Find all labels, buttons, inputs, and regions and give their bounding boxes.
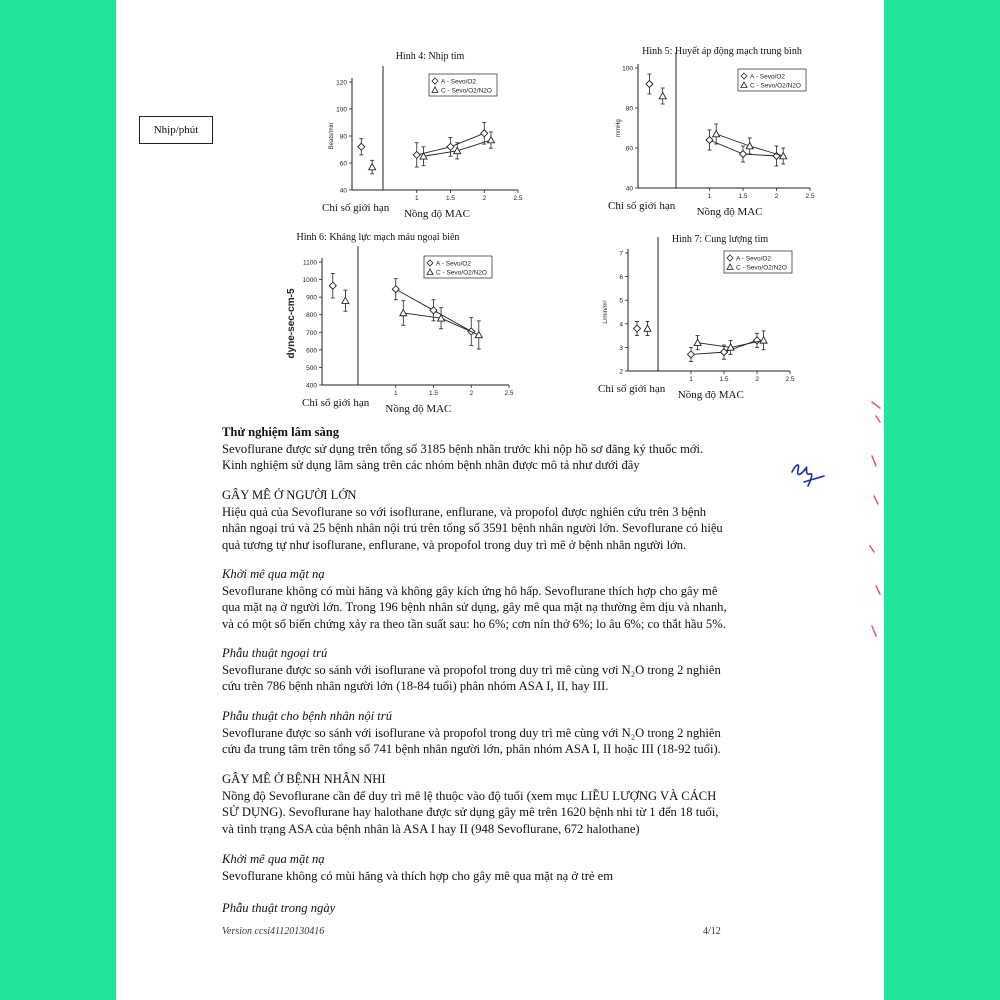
chart-svg	[284, 226, 534, 422]
diamond-point	[447, 143, 454, 150]
diamond-point	[392, 286, 399, 293]
signature-mark	[788, 456, 828, 495]
pediatric-mask-section	[222, 851, 810, 884]
cardiac-output-chart	[590, 228, 825, 400]
y-tick-label: 700	[306, 329, 317, 337]
diamond-point	[634, 325, 641, 332]
series-triangle	[420, 132, 495, 166]
pediatric-heading: GÂY MÊ Ở BỆNH NHÂN NHI	[222, 772, 386, 786]
chart-legend	[724, 251, 792, 273]
legend-label: A - Sevo/O2	[750, 73, 786, 81]
chart-svg	[590, 228, 825, 400]
y-tick-label: 900	[306, 294, 317, 302]
x-axis-label: Nồng độ MAC	[385, 403, 452, 415]
y-tick-label: 6	[619, 274, 623, 282]
x-tick-label: 2	[774, 193, 779, 200]
x-tick-label: 2.5	[513, 195, 523, 202]
limit-index-label: Chỉ số giới hạn	[598, 383, 666, 395]
y-axis-label: dyne-sec-cm-5	[286, 288, 297, 359]
chart-svg	[300, 40, 560, 225]
legend-label: C - Sevo/O2/N2O	[436, 269, 487, 277]
diamond-point	[688, 351, 695, 358]
y-tick-label: 500	[306, 364, 317, 372]
triangle-point	[475, 331, 482, 337]
outpatient-line-2: cứu trên 786 bệnh nhân người lớn (18-84 tuổi) phân nhóm ASA I, II, hay III.	[222, 679, 609, 693]
y-axis-label: Beats/min	[329, 122, 335, 150]
mean-arterial-pressure-chart	[600, 40, 835, 225]
diamond-point	[413, 151, 420, 158]
limit-index-label: Chỉ số giới hạn	[322, 202, 390, 214]
diamond-point	[430, 307, 437, 314]
triangle-point	[400, 309, 407, 315]
edge-stamp-marks	[866, 396, 886, 651]
mask-line-2: qua mặt nạ ở người lớn. Trong 196 bệnh nhân sử dụng, gây mê qua mặt nạ thường êm dịu và nhanh,	[222, 600, 727, 614]
mask-line-3: và có một số biến chứng xảy ra theo tần suất sau: ho 6%; cơn nín thở 6%; lo âu 6%; co thắt hầu 5%.	[222, 616, 726, 631]
clinical-trials-line-1: Sevoflurane được sử dụng trên tổng số 3185 bệnh nhân trước khi nộp hồ sơ đăng ký thuốc mới.	[222, 441, 704, 456]
series-diamond	[688, 333, 761, 361]
y-tick-label: 120	[336, 79, 347, 87]
limit-index-label: Chỉ số giới hạn	[302, 397, 370, 409]
x-axis-label: Nồng độ MAC	[677, 389, 744, 401]
adult-line-3: quả tương tự như isoflurane, enflurane, và propofol trong duy trì mê ở bệnh nhân người lớn.	[222, 537, 687, 552]
y-tick-label: 400	[306, 382, 317, 390]
legend-label: A - Sevo/O2	[736, 255, 772, 263]
y-tick-label: 1100	[303, 259, 317, 267]
version-footer: Version ccsi41120130416	[222, 926, 325, 937]
triangle-point	[713, 131, 720, 137]
mask-induction-section	[222, 566, 810, 632]
diamond-point	[646, 81, 653, 88]
clinical-trials-line-2: Kinh nghiệm sử dụng lâm sàng trên các nhóm bệnh nhân được mô tả như dưới đây	[222, 458, 640, 472]
legend-label: A - Sevo/O2	[436, 260, 472, 268]
x-tick-label: 1.5	[738, 193, 748, 200]
y-tick-label: 600	[306, 347, 317, 355]
x-tick-label: 1.5	[719, 376, 729, 383]
y-tick-label: 100	[622, 65, 633, 73]
y-tick-label: 60	[625, 145, 633, 153]
page-number: 4/12	[703, 926, 721, 937]
y-tick-label: 1000	[302, 277, 317, 285]
x-axis-label: Nồng độ MAC	[403, 208, 471, 220]
y-axis-label: mmHg	[616, 119, 622, 137]
inpatient-section	[222, 708, 810, 758]
chart-svg	[600, 40, 835, 225]
y-tick-label: 80	[339, 133, 347, 141]
x-tick-label: 2.5	[785, 376, 795, 383]
diamond-point	[481, 130, 488, 137]
diamond-point	[706, 137, 713, 144]
diamond-point	[740, 151, 747, 158]
y-tick-label: 7	[619, 250, 623, 258]
adult-line-1: Hiệu quả của Sevoflurane so với isoflurane, enflurane, và propofol được nghiên cứu trên 3 bệnh	[222, 504, 707, 519]
pediatric-mask-line-1: Sevoflurane không có mùi hăng và thích hợp cho gây mê qua mặt nạ ở trẻ em	[222, 868, 614, 883]
outpatient-line-1: Sevoflurane được so sánh với isoflurane và propofol trong duy trì mê cùng vơi N₂O trong 2 nghiên	[222, 662, 721, 677]
mask-induction-heading: Khởi mê qua mặt nạ	[222, 567, 325, 581]
pediatric-line-2: SỬ DỤNG). Sevoflurane hay halothane được sử dụng gây mê trên 1620 bệnh nhi từ 1 đến 18 tuổi,	[222, 805, 719, 819]
day-surgery-section	[222, 900, 810, 917]
y-tick-label: 100	[336, 106, 347, 114]
y-tick-label: 2	[619, 368, 623, 376]
legend-label: C - Sevo/O2/N2O	[736, 264, 787, 272]
pediatric-mask-heading: Khởi mê qua mặt nạ	[222, 852, 325, 866]
chart-legend	[738, 69, 806, 91]
inpatient-line-1: Sevoflurane được so sánh với isoflurane và propofol trong duy trì mê cùng với N₂O trong 2 nghiên	[222, 725, 721, 740]
clinical-trials-heading: Thử nghiệm lâm sàng	[222, 425, 340, 439]
peripheral-vascular-resistance-chart	[284, 226, 534, 422]
chart-legend	[424, 256, 492, 278]
heart-rate-chart	[300, 40, 560, 225]
triangle-point	[488, 137, 495, 143]
y-tick-label: 800	[306, 312, 317, 320]
y-tick-label: 40	[339, 187, 347, 195]
x-tick-label: 1	[414, 195, 419, 202]
adult-anesthesia-heading: GÂY MÊ Ở NGƯỜI LỚN	[222, 488, 357, 502]
pediatric-section	[222, 771, 810, 837]
adult-line-2: nhân ngoại trú và 25 bệnh nhân nội trú trên tổng số 3591 bệnh nhân người lớn. Sevoflurane có hiệu	[222, 521, 723, 535]
triangle-point	[342, 297, 349, 303]
limit-index-label: Chỉ số giới hạn	[608, 200, 676, 212]
x-tick-label: 2.5	[504, 390, 514, 397]
legend-label: A - Sevo/O2	[441, 78, 477, 86]
triangle-point	[644, 325, 651, 331]
y-axis-label: L/min/m²	[603, 300, 609, 324]
x-tick-label: 2	[482, 195, 487, 202]
x-axis-label: Nồng độ MAC	[696, 206, 763, 218]
triangle-point	[760, 337, 767, 343]
y-tick-label: 5	[619, 297, 623, 305]
triangle-point	[369, 164, 376, 170]
y-tick-label: 80	[625, 105, 633, 113]
legend-label: C - Sevo/O2/N2O	[750, 82, 801, 90]
triangle-point	[746, 143, 753, 149]
pediatric-line-3: và tình trạng ASA của bệnh nhân là ASA I hay II (948 Sevoflurane, 672 halothane)	[222, 821, 640, 836]
legend-label: C - Sevo/O2/N2O	[441, 87, 492, 95]
diamond-point	[721, 349, 728, 356]
chart-title: Hình 5: Huyết áp động mạch trung bình	[642, 46, 802, 57]
chart-title: Hình 4: Nhịp tim	[395, 51, 465, 62]
pediatric-line-1: Nồng độ Sevoflurane cần để duy trì mê lệ thuộc vào độ tuổi (xem mục LIỀU LƯỢNG VÀ CÁCH	[222, 788, 717, 803]
x-tick-label: 2	[469, 390, 474, 397]
diamond-point	[329, 282, 336, 289]
series-triangle	[400, 301, 483, 349]
triangle-point	[659, 93, 666, 99]
x-tick-label: 1.5	[428, 390, 439, 397]
day-surgery-heading: Phẫu thuật trong ngày	[222, 901, 336, 915]
triangle-point	[694, 339, 701, 345]
y-tick-label: 40	[625, 185, 633, 193]
x-tick-label: 1	[707, 193, 712, 200]
x-tick-label: 2	[755, 376, 759, 383]
x-tick-label: 1	[689, 376, 693, 383]
chart-legend	[429, 74, 497, 96]
adult-section	[222, 487, 810, 553]
diamond-point	[754, 337, 761, 344]
chart-title: Hình 6: Kháng lực mạch máu ngoại biên	[296, 232, 460, 243]
outpatient-section	[222, 645, 810, 695]
diamond-point	[358, 143, 365, 150]
x-tick-label: 1	[393, 390, 398, 397]
y-tick-label: 4	[619, 321, 623, 329]
y-tick-label: 3	[619, 344, 623, 352]
y-tick-label: 60	[339, 160, 347, 168]
unit-label-box: Nhịp/phút	[139, 116, 213, 144]
document-body	[222, 424, 810, 474]
x-tick-label: 2.5	[805, 193, 815, 200]
inpatient-line-2: cứu đa trung tâm trên tổng số 741 bệnh nhân người lớn, phân nhóm ASA I, II hoặc III (18-92 tuổi).	[222, 742, 721, 756]
outpatient-heading: Phẫu thuật ngoại trú	[222, 646, 328, 660]
x-tick-label: 1.5	[445, 195, 456, 202]
chart-title: Hình 7: Cung lượng tim	[671, 234, 769, 245]
mask-line-1: Sevoflurane không có mùi hăng và không gây kích ứng hô hấp. Sevoflurane thích hợp cho gây mê	[222, 583, 718, 598]
inpatient-heading: Phẫu thuật cho bệnh nhân nội trú	[222, 709, 393, 723]
